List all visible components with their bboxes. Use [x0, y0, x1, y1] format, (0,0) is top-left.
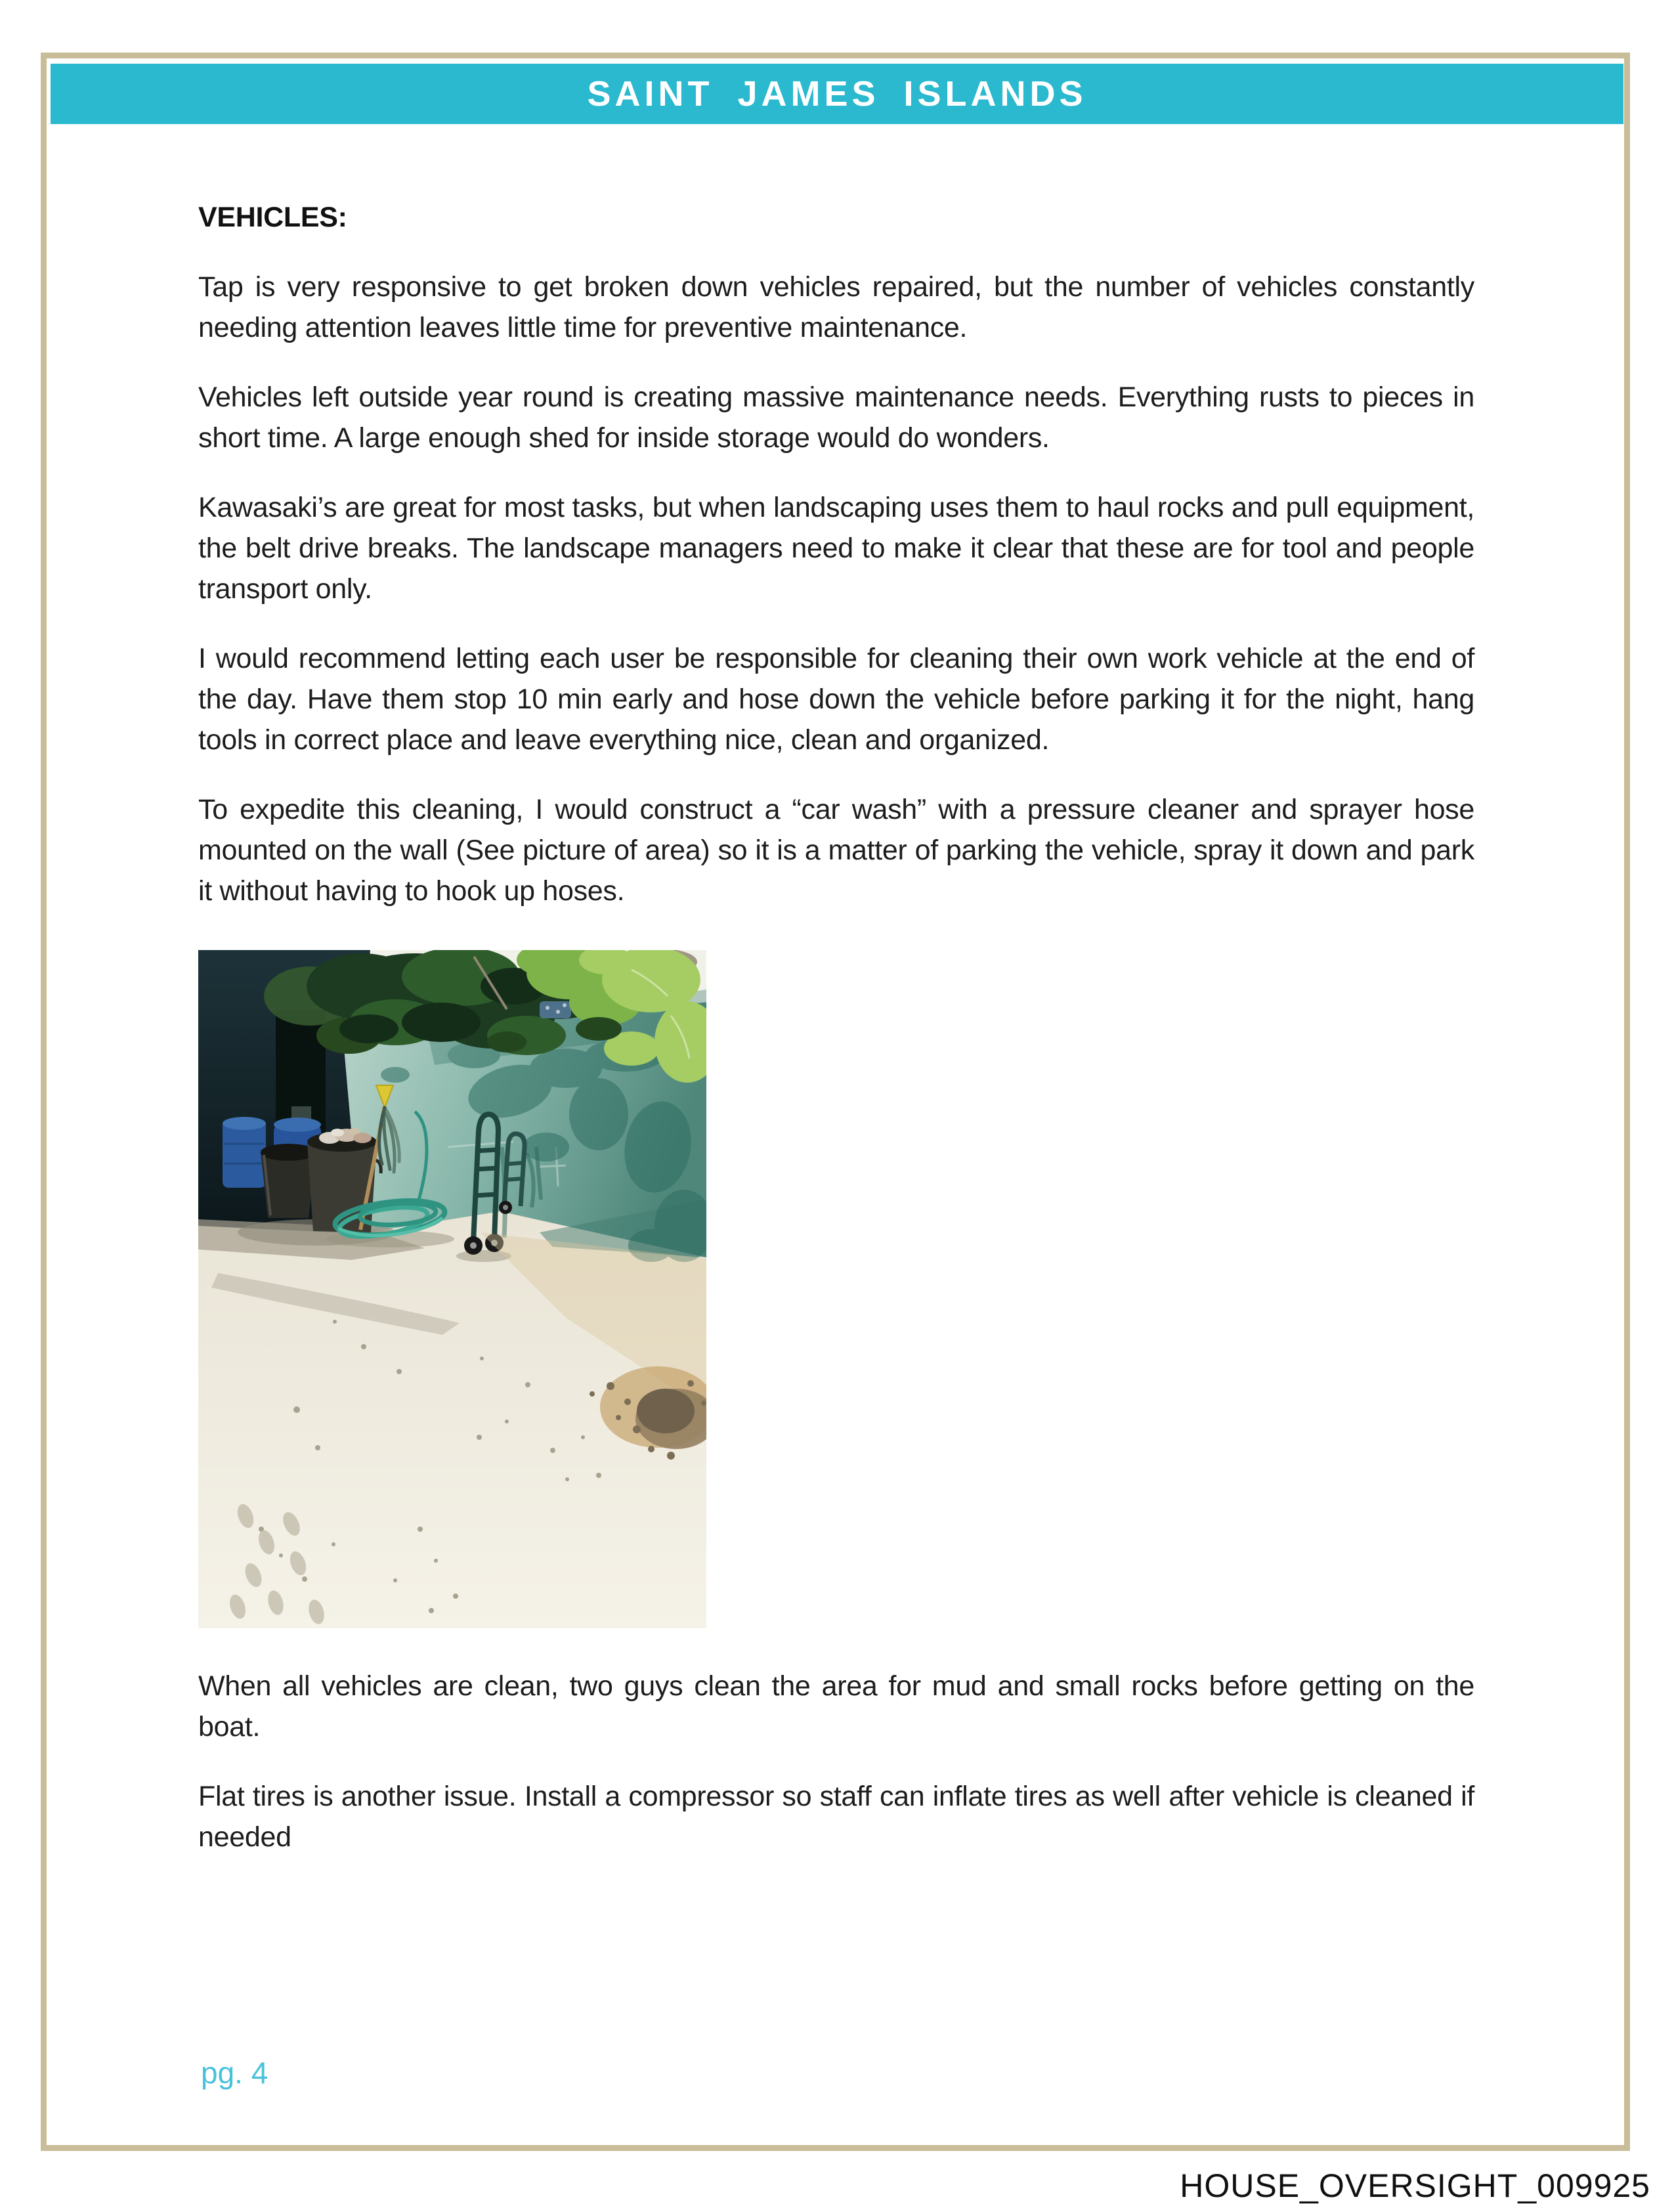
- content-area: [198, 197, 1474, 1886]
- section-heading: VEHICLES:: [198, 202, 347, 233]
- bates-number: [1180, 2167, 1650, 2205]
- bates-number-label: HOUSE_OVERSIGHT_009925: [1180, 2167, 1650, 2204]
- paragraph-4: I would recommend letting each user be responsible for cleaning their own work vehicle at the end of the day. Have them stop 10 min early and hose down the vehicle before parking it for the night, hang tools in correct place and leave everything nice, clean and organized.: [198, 643, 1474, 756]
- page-number: [201, 2055, 268, 2091]
- paragraph-5: To expedite this cleaning, I would construct a “car wash” with a pressure cleaner and sprayer hose mounted on the wall (See picture of area) so it is a matter of parking the vehicle, spray it down and park it without having to hook up hoses.: [198, 794, 1474, 907]
- header-title: SAINT JAMES ISLANDS: [587, 74, 1087, 114]
- paragraph-3: Kawasaki’s are great for most tasks, but when landscaping uses them to haul rocks and pull equipment, the belt drive breaks. The landscape managers need to make it clear that these are for tool and people transport only.: [198, 492, 1474, 605]
- car-wash-area-photo: [198, 950, 706, 1628]
- header-banner: [51, 64, 1623, 124]
- paragraph-6: When all vehicles are clean, two guys clean the area for mud and small rocks before getting on the boat.: [198, 1670, 1474, 1743]
- page-number-label: pg. 4: [201, 2056, 268, 2090]
- paragraph-2: Vehicles left outside year round is creating massive maintenance needs. Everything rusts to pieces in short time. A large enough shed for inside storage would do wonders.: [198, 381, 1474, 454]
- paragraph-1: Tap is very responsive to get broken down vehicles repaired, but the number of vehicles constantly needing attention leaves little time for preventive maintenance.: [198, 271, 1474, 343]
- paragraph-7: Flat tires is another issue. Install a compressor so staff can inflate tires as well after vehicle is cleaned if needed: [198, 1781, 1474, 1853]
